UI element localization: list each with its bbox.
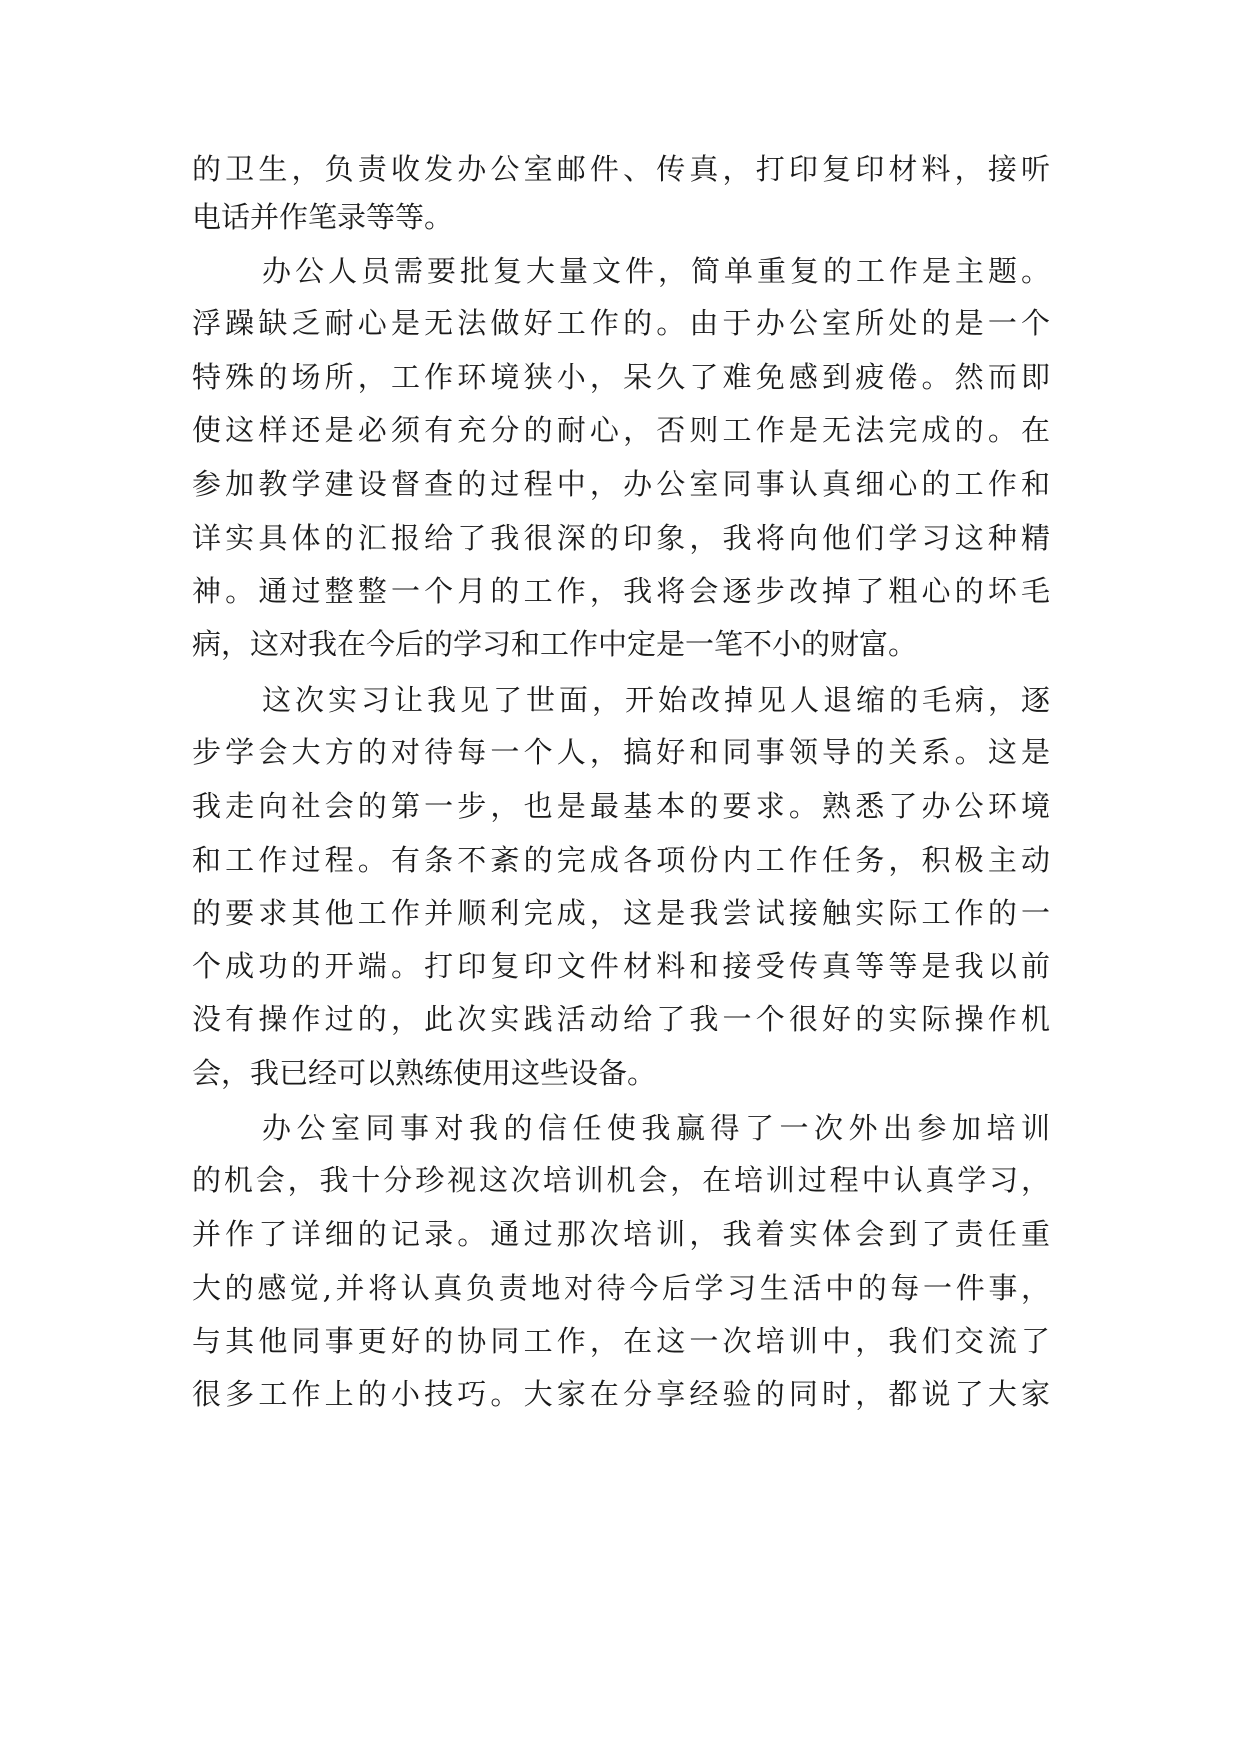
text-line: 浮躁缺乏耐心是无法做好工作的。由于办公室所处的是一个 <box>192 306 1050 340</box>
text-line: 与其他同事更好的协同工作，在这一次培训中，我们交流了 <box>192 1324 1050 1358</box>
text-line: 使这样还是必须有充分的耐心，否则工作是无法完成的。在 <box>192 413 1050 447</box>
text-line: 个成功的开端。打印复印文件材料和接受传真等等是我以前 <box>192 949 1050 983</box>
text-line: 特殊的场所，工作环境狭小，呆久了难免感到疲倦。然而即 <box>192 360 1050 394</box>
text-line: 这次实习让我见了世面，开始改掉见人退缩的毛病，逐 <box>262 683 1050 717</box>
text-line: 办公室同事对我的信任使我赢得了一次外出参加培训 <box>262 1111 1050 1145</box>
text-line: 参加教学建设督查的过程中，办公室同事认真细心的工作和 <box>192 467 1050 501</box>
text-line: 并作了详细的记录。通过那次培训，我着实体会到了责任重 <box>192 1217 1050 1251</box>
text-line: 神。通过整整一个月的工作，我将会逐步改掉了粗心的坏毛 <box>192 574 1050 608</box>
text-line: 和工作过程。有条不紊的完成各项份内工作任务，积极主动 <box>192 843 1050 877</box>
text-line: 病，这对我在今后的学习和工作中定是一笔不小的财富。 <box>192 627 918 661</box>
text-line: 电话并作笔录等等。 <box>192 200 454 234</box>
text-line: 没有操作过的，此次实践活动给了我一个很好的实际操作机 <box>192 1002 1050 1036</box>
text-line: 大的感觉,并将认真负责地对待今后学习生活中的每一件事， <box>192 1271 1050 1305</box>
text-line: 我走向社会的第一步，也是最基本的要求。熟悉了办公环境 <box>192 789 1050 823</box>
text-line: 很多工作上的小技巧。大家在分享经验的同时，都说了大家 <box>192 1377 1050 1411</box>
text-line: 会，我已经可以熟练使用这些设备。 <box>192 1056 657 1090</box>
text-line: 详实具体的汇报给了我很深的印象，我将向他们学习这种精 <box>192 521 1050 555</box>
text-line: 的机会，我十分珍视这次培训机会，在培训过程中认真学习， <box>192 1163 1050 1197</box>
text-line: 办公人员需要批复大量文件，简单重复的工作是主题。 <box>262 254 1050 288</box>
text-line: 的要求其他工作并顺利完成，这是我尝试接触实际工作的一 <box>192 896 1050 930</box>
text-line: 的卫生，负责收发办公室邮件、传真，打印复印材料，接听 <box>192 152 1050 186</box>
text-line: 步学会大方的对待每一个人，搞好和同事领导的关系。这是 <box>192 735 1050 769</box>
